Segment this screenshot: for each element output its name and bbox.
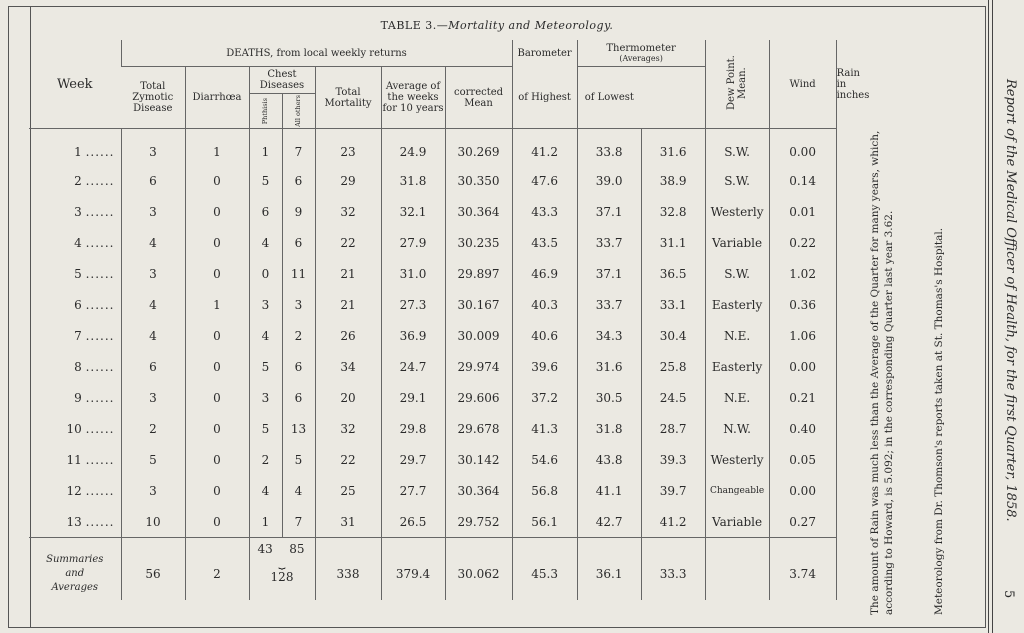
high-cell: 54.6 [512,444,577,475]
table-row [29,320,836,351]
summary-label [29,538,121,601]
zymotic-cell: 4 [121,227,185,258]
dew-cell: 36.5 [641,258,705,289]
zymotic-header: Total Zymotic Disease [121,67,185,129]
phthisis-cell: 2 [249,444,282,475]
total-cell: 32 [315,196,381,227]
dew-cell: 38.9 [641,165,705,196]
rain-cell: 1.06 [769,320,836,351]
dew-cell: 31.1 [641,227,705,258]
diarrhoea-cell: 0 [185,258,249,289]
lowest-header: of Lowest [577,67,641,129]
others-cell: 11 [282,258,315,289]
phthisis-cell: 4 [249,320,282,351]
dew-cell: 41.2 [641,506,705,538]
week-leader-dots: ...... [85,173,115,188]
week-cell [29,320,121,351]
week-number: 7 [74,328,82,343]
summary-chest-total: 128 [270,570,294,584]
others-cell: 4 [282,475,315,506]
table-row [29,258,836,289]
table-row [29,289,836,320]
highest-header: of Highest [512,67,577,129]
summary-label-2: and [65,568,85,579]
total-cell: 26 [315,320,381,351]
week-number: 8 [74,359,82,374]
avg-cell: 27.9 [381,227,445,258]
phthisis-cell: 3 [249,382,282,413]
rain-cell: 0.22 [769,227,836,258]
total-cell: 29 [315,165,381,196]
table-row [29,227,836,258]
avg-cell: 31.0 [381,258,445,289]
baro-cell: 29.974 [445,351,512,382]
summary-wind [705,538,769,601]
diarrhoea-cell: 0 [185,196,249,227]
wind-cell: S.W. [705,129,769,166]
others-cell: 6 [282,382,315,413]
wind-cell: Changeable [705,475,769,506]
low-cell: 37.1 [577,196,641,227]
summary-low: 36.1 [577,538,641,601]
baro-cell: 30.364 [445,196,512,227]
low-cell: 33.7 [577,289,641,320]
table-row [29,165,836,196]
thermometer-label: Thermometer [606,43,676,54]
rain-cell: 0.00 [769,475,836,506]
table-row [29,444,836,475]
summary-row [29,538,836,601]
dew-cell: 31.6 [641,129,705,166]
thermometer-header [577,40,705,67]
high-cell: 41.3 [512,413,577,444]
table-row [29,351,836,382]
low-cell: 31.8 [577,413,641,444]
others-cell: 6 [282,165,315,196]
others-cell: 3 [282,289,315,320]
dew-point-header [705,40,769,129]
low-cell: 43.8 [577,444,641,475]
zymotic-cell: 6 [121,165,185,196]
avg-cell: 29.7 [381,444,445,475]
others-cell: 6 [282,227,315,258]
week-cell [29,413,121,444]
summary-rain: 3.74 [769,538,836,601]
avg-cell: 26.5 [381,506,445,538]
low-cell: 41.1 [577,475,641,506]
wind-cell: S.W. [705,165,769,196]
week-number: 9 [74,390,82,405]
high-cell: 47.6 [512,165,577,196]
avg-cell: 31.8 [381,165,445,196]
baro-cell: 30.009 [445,320,512,351]
avg-cell: 36.9 [381,320,445,351]
low-cell: 31.6 [577,351,641,382]
week-cell [29,506,121,538]
wind-cell: Easterly [705,351,769,382]
zymotic-cell: 10 [121,506,185,538]
week-number: 13 [66,514,82,529]
table-body [29,129,836,538]
high-cell: 43.3 [512,196,577,227]
zymotic-cell: 3 [121,475,185,506]
low-cell: 39.0 [577,165,641,196]
week-leader-dots: ...... [85,266,115,281]
phthisis-cell: 0 [249,258,282,289]
high-cell: 40.6 [512,320,577,351]
baro-cell: 29.897 [445,258,512,289]
baro-cell: 29.752 [445,506,512,538]
phthisis-header: Phthisis [261,97,269,125]
summary-dew: 33.3 [641,538,705,601]
summary-avg: 379.4 [381,538,445,601]
week-cell [29,475,121,506]
week-number: 2 [74,173,82,188]
dew-cell: 24.5 [641,382,705,413]
phthisis-cell: 1 [249,129,282,166]
chest-diseases-header [249,67,315,129]
high-cell: 40.3 [512,289,577,320]
summary-total: 338 [315,538,381,601]
wind-cell: Easterly [705,289,769,320]
rain-cell: 0.21 [769,382,836,413]
dew-cell: 30.4 [641,320,705,351]
high-cell: 43.5 [512,227,577,258]
summary-chest [249,538,315,601]
baro-cell: 30.269 [445,129,512,166]
total-cell: 23 [315,129,381,166]
rain-cell: 0.27 [769,506,836,538]
high-cell: 37.2 [512,382,577,413]
week-leader-dots: ...... [85,204,115,219]
diarrhoea-cell: 0 [185,444,249,475]
table-row [29,129,836,166]
rain-cell: 0.14 [769,165,836,196]
baro-cell: 30.142 [445,444,512,475]
phthisis-cell: 5 [249,413,282,444]
week-leader-dots: ...... [85,514,115,529]
barometer-sub-header: corrected Mean [445,67,512,129]
low-cell: 34.3 [577,320,641,351]
zymotic-cell: 2 [121,413,185,444]
diarrhoea-cell: 0 [185,382,249,413]
wind-cell: Variable [705,227,769,258]
table-row [29,475,836,506]
barometer-header: Barometer [512,40,577,67]
rain-cell: 1.02 [769,258,836,289]
week-cell [29,382,121,413]
summary-label-3: Averages [51,582,99,593]
page-number: 5 [1001,590,1016,599]
week-number: 10 [66,421,82,436]
avg-cell: 32.1 [381,196,445,227]
week-leader-dots: ...... [85,328,115,343]
baro-cell: 30.167 [445,289,512,320]
week-leader-dots: ...... [85,452,115,467]
dew-cell: 39.7 [641,475,705,506]
week-leader-dots: ...... [85,297,115,312]
low-cell: 30.5 [577,382,641,413]
table-row [29,506,836,538]
table-title-italic: Mortality and Meteorology. [448,19,614,32]
week-number: 3 [74,204,82,219]
average-header: Average of the weeks for 10 years [381,67,445,129]
zymotic-cell: 3 [121,196,185,227]
table-row [29,413,836,444]
high-cell: 56.1 [512,506,577,538]
high-cell: 39.6 [512,351,577,382]
table-title-prefix: TABLE 3.— [380,19,449,32]
diarrhoea-cell: 0 [185,351,249,382]
wind-cell: N.W. [705,413,769,444]
week-cell [29,444,121,475]
baro-cell: 30.350 [445,165,512,196]
rain-cell: 0.00 [769,351,836,382]
phthisis-cell: 6 [249,196,282,227]
mortality-table: Week DEATHS, from local weekly returns Barometer Thermometer (Averages) Dew Point. Mean. Wind Rain in inches Total Zymotic Disease Diarrhœa Chest Diseases Phthisis All others Total Mortality Average of the weeks for 10 years corrected Mean of Highest of Lowest 1 ...... 3 1 1 7 23 24.9 30.269 41.2 33.8 31.6 S.W. 0.00 2 ...... 6 0 5 6 29 31.8 30.350 47.6 39.0 38.9 S.W. 0.14 3 ...... 3 0 6 9 32 32.1 30.364 43.3 37.1 32.8 Westerly 0.01 4 ...... 4 0 4 6 22 27.9 30.235 43.5 33.7 31.1 Variable 0.22 5 ...... 3 0 0 11 21 31.0 29.897 46.9 37.1 36.5 S.W. 1.02 6 ...... 4 1 3 3 21 27.3 30.167 40.3 33.7 33.1 Easterly 0.36 7 ...... 4 0 4 2 26 36.9 30.009 40.6 34.3 30.4 N.E. 1.06 8 ...... 6 0 5 6 34 24.7 29.974 39.6 31.6 25.8 Easterly 0.00 9 ...... 3 0 3 6 20 29.1 29.606 37.2 30.5 24.5 N.E. 0.21 10 ...... 2 0 5 13 32 29.8 29.678 41.3 31.8 28.7 N.W. 0.40 11 ...... 5 0 2 5 22 29.7 30.142 54.6 43.8 39.3 Westerly 0.05 12 ...... 3 0 4 4 25 27.7 30.364 56.8 41.1 39.7 Changeable 0.00 13 ...... 10 0 1 7 31 26.5 29.752 56.1 42.7 41.2 Variable 0.27 Summaries and Averages 56 2 43 85 ⏟ 128 338 379.4 30.062 45.3 36.1 33.3 3.74 [29,40,837,600]
wind-cell: Westerly [705,444,769,475]
total-cell: 22 [315,444,381,475]
dew-cell: 33.1 [641,289,705,320]
zymotic-cell: 6 [121,351,185,382]
week-leader-dots: ...... [85,145,115,159]
week-number: 1 [74,145,82,159]
rain-cell: 0.01 [769,196,836,227]
avg-cell: 27.7 [381,475,445,506]
dew-cell: 39.3 [641,444,705,475]
total-cell: 22 [315,227,381,258]
week-cell [29,196,121,227]
summary-baro: 30.062 [445,538,512,601]
meteorology-note: Meteorology from Dr. Thomson's reports taken at St. Thomas's Hospital. [933,227,945,615]
total-cell: 34 [315,351,381,382]
avg-cell: 29.1 [381,382,445,413]
high-cell: 56.8 [512,475,577,506]
low-cell: 33.7 [577,227,641,258]
week-number: 5 [74,266,82,281]
total-cell: 20 [315,382,381,413]
diarrhoea-cell: 0 [185,475,249,506]
rain-note: The amount of Rain was much less than the Average of the Quarter for many years, which, according to Howard, is 5.092; in the corresponding Quarter last year 3.62. [869,130,895,615]
phthisis-cell: 4 [249,475,282,506]
total-cell: 21 [315,289,381,320]
summary-label-1: Summaries [46,554,104,565]
diarrhoea-cell: 0 [185,506,249,538]
week-number: 12 [66,483,82,498]
rain-cell: 0.00 [769,129,836,166]
running-head: Report of the Medical Officer of Health, for the first Quarter, 1858. [1003,78,1018,522]
avg-cell: 27.3 [381,289,445,320]
low-cell: 37.1 [577,258,641,289]
summary-diarrhoea: 2 [185,538,249,601]
thermometer-sub: (Averages) [619,54,663,63]
wind-cell: Westerly [705,196,769,227]
others-cell: 9 [282,196,315,227]
week-cell [29,227,121,258]
zymotic-cell: 3 [121,129,185,166]
others-cell: 7 [282,129,315,166]
week-leader-dots: ...... [85,235,115,250]
diarrhoea-cell: 0 [185,165,249,196]
others-cell: 6 [282,351,315,382]
all-others-header: All others [294,95,302,127]
zymotic-cell: 3 [121,258,185,289]
diarrhoea-cell: 0 [185,320,249,351]
baro-cell: 29.606 [445,382,512,413]
dew-cell: 28.7 [641,413,705,444]
zymotic-cell: 3 [121,382,185,413]
wind-cell: N.E. [705,382,769,413]
rain-cell: 0.40 [769,413,836,444]
rain-cell: 0.36 [769,289,836,320]
week-cell [29,129,121,166]
week-leader-dots: ...... [85,421,115,436]
phthisis-cell: 5 [249,351,282,382]
table-title [9,19,985,32]
week-number: 4 [74,235,82,250]
brace-icon: ⏟ [278,555,286,569]
others-cell: 13 [282,413,315,444]
phthisis-cell: 1 [249,506,282,538]
wind-cell: N.E. [705,320,769,351]
avg-cell: 24.7 [381,351,445,382]
baro-cell: 30.364 [445,475,512,506]
rain-cell: 0.05 [769,444,836,475]
summary-phthisis: 43 [257,542,273,556]
week-cell [29,258,121,289]
right-rule [988,0,993,633]
baro-cell: 29.678 [445,413,512,444]
total-cell: 21 [315,258,381,289]
others-cell: 5 [282,444,315,475]
zymotic-cell: 4 [121,289,185,320]
diarrhoea-cell: 0 [185,413,249,444]
diarrhoea-cell: 1 [185,289,249,320]
week-cell [29,165,121,196]
wind-header: Wind [769,40,836,129]
avg-cell: 29.8 [381,413,445,444]
zymotic-cell: 5 [121,444,185,475]
summary-high: 45.3 [512,538,577,601]
phthisis-cell: 4 [249,227,282,258]
wind-cell: S.W. [705,258,769,289]
high-cell: 46.9 [512,258,577,289]
summary-others: 85 [289,542,305,556]
total-cell: 25 [315,475,381,506]
week-leader-dots: ...... [85,390,115,405]
week-number: 11 [66,452,82,467]
others-cell: 2 [282,320,315,351]
low-cell: 42.7 [577,506,641,538]
avg-cell: 24.9 [381,129,445,166]
table-row [29,196,836,227]
week-leader-dots: ...... [85,359,115,374]
phthisis-cell: 5 [249,165,282,196]
low-cell: 33.8 [577,129,641,166]
dew-point-label: Dew Point. Mean. [726,55,749,110]
total-cell: 31 [315,506,381,538]
total-mortality-header: Total Mortality [315,67,381,129]
phthisis-cell: 3 [249,289,282,320]
table-row [29,382,836,413]
summary-zymotic: 56 [121,538,185,601]
diarrhoea-cell: 1 [185,129,249,166]
deaths-group-header: DEATHS, from local weekly returns [121,40,512,67]
week-number: 6 [74,297,82,312]
baro-cell: 30.235 [445,227,512,258]
dew-cell: 25.8 [641,351,705,382]
others-cell: 7 [282,506,315,538]
high-cell: 41.2 [512,129,577,166]
dew-cell: 32.8 [641,196,705,227]
total-cell: 32 [315,413,381,444]
diarrhoea-header: Diarrhœa [185,67,249,129]
wind-cell: Variable [705,506,769,538]
week-leader-dots: ...... [85,483,115,498]
week-header: Week [56,76,93,92]
diarrhoea-cell: 0 [185,227,249,258]
week-cell [29,289,121,320]
week-cell [29,351,121,382]
zymotic-cell: 4 [121,320,185,351]
chest-diseases-label: Chest Diseases [250,67,315,94]
